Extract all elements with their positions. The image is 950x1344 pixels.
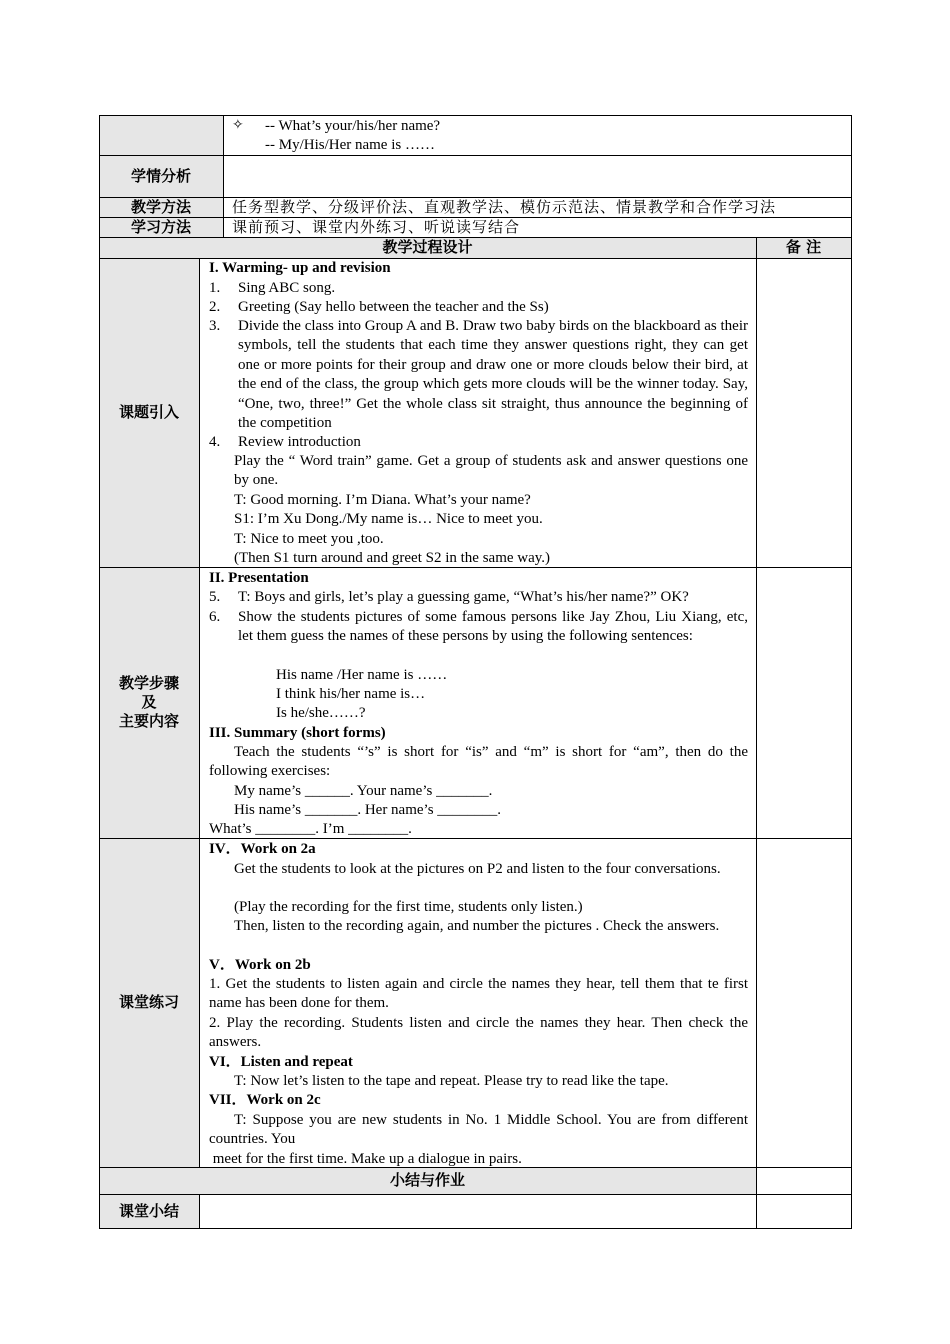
- item-number: 2.: [209, 299, 221, 315]
- rule: [223, 115, 224, 237]
- xuexi-fangfa-label: 学习方法: [130, 217, 191, 236]
- listen-repeat-text: T: Now let’s listen to the tape and repeat. Please try to read like the tape.: [234, 1073, 669, 1089]
- class-summary-label: 课堂小结: [118, 1201, 179, 1220]
- xuexi-fangfa-value: 课前预习、课堂内外练习、听说读写结合: [232, 218, 521, 236]
- dialogue-line: S1: I’m Xu Dong./My name is… Nice to meet you.: [234, 511, 543, 527]
- rule: [199, 258, 200, 1167]
- intro-label: 课题引入: [118, 403, 179, 421]
- sentence-line: I think his/her name is…: [276, 686, 426, 702]
- work-2c-heading: VII．Work on 2c: [209, 1092, 321, 1108]
- work-2a-heading: IV．Work on 2a: [209, 841, 316, 857]
- work-2c-text: T: Suppose you are new students in No. 1 Middle School. You are from different countries. You: [209, 1112, 748, 1148]
- summary-teach: Teach the students “’s” is short for “is” and “m” is short for “am”, then do the following exercises:: [209, 744, 748, 780]
- intro-item-4: Review introduction: [238, 434, 361, 450]
- exercise-line: His name’s _______. Her name’s ________.: [234, 802, 502, 818]
- dialogue-line: T: Good morning. I’m Diana. What’s your name?: [234, 492, 531, 508]
- dialogue-line: T: Nice to meet you ,too.: [234, 531, 384, 547]
- sentence-line: Is he/she……?: [276, 705, 366, 721]
- steps-label-line: 主要内容: [118, 712, 179, 730]
- rule: [199, 1194, 200, 1228]
- rule: [851, 115, 852, 1229]
- presentation-heading: II. Presentation: [209, 570, 309, 586]
- process-design-header: 教学过程设计: [382, 238, 473, 256]
- work-2b-step-1: 1. Get the students to listen again and circle the names they hear, tell them that te first name has been done for them.: [209, 976, 748, 1012]
- jiaoxue-fangfa-label: 教学方法: [130, 197, 191, 216]
- summary-heading: III. Summary (short forms): [209, 725, 386, 741]
- steps-item-5: T: Boys and girls, let’s play a guessing game, “What’s his/her name?” OK?: [238, 589, 689, 605]
- intro-play: Play the “ Word train” game. Get a group of students ask and answer questions one by one.: [234, 453, 748, 489]
- jiaoxue-fangfa-value: 任务型教学、分级评价法、直观教学法、模仿示范法、情景教学和合作学习法: [232, 198, 777, 216]
- work-2c-text-end: meet for the first time. Make up a dialogue in pairs.: [209, 1151, 522, 1167]
- steps-label-line: 及: [141, 693, 157, 711]
- work-2a-note: (Play the recording for the first time, students only listen.): [234, 899, 583, 915]
- work-2b-heading: V．Work on 2b: [209, 957, 311, 973]
- steps-label: [99, 567, 199, 838]
- item-number: 1.: [209, 280, 221, 296]
- work-2a-text: Get the students to look at the pictures on P2 and listen to the four conversations.: [234, 861, 721, 877]
- xueqing-label: 学情分析: [130, 166, 191, 185]
- item-number: 4.: [209, 434, 221, 450]
- exercise-line: What’s ________. I’m ________.: [209, 821, 412, 837]
- item-number: 6.: [209, 609, 221, 625]
- exercise-line: My name’s ______. Your name’s _______.: [234, 783, 493, 799]
- intro-heading: I. Warming- up and revision: [209, 260, 391, 276]
- item-number: 3.: [209, 318, 221, 334]
- rule: [756, 237, 757, 1229]
- work-2b-step-2: 2. Play the recording. Students listen and circle the names they hear. Then check the answers.: [209, 1015, 748, 1051]
- rule: [99, 1228, 852, 1229]
- question-line: -- What’s your/his/her name?: [265, 118, 441, 134]
- practice-label: 课堂练习: [118, 993, 179, 1011]
- dialogue-line: (Then S1 turn around and greet S2 in the same way.): [234, 550, 551, 566]
- steps-label-line: 教学步骤: [118, 674, 179, 692]
- summary-homework-header: 小结与作业: [389, 1171, 465, 1189]
- notes-header: 备 注: [785, 238, 822, 256]
- intro-item-2: Greeting (Say hello between the teacher and the Ss): [238, 299, 549, 315]
- intro-item-1: Sing ABC song.: [238, 280, 336, 296]
- intro-item-3: Divide the class into Group A and B. Draw two baby birds on the blackboard as their symbols, tell the students that each time they answer questions right, they can get one or more points for their group and draw one or more clouds below their bird, at the end of the class, the group which gets more clouds will be the winner today. Say, “One, two, three!” Get the whole class sit straight, thus announce the beginning of the competition: [238, 318, 748, 432]
- diamond-bullet-icon: ✧: [232, 117, 244, 133]
- answer-line: -- My/His/Her name is ……: [265, 137, 435, 153]
- sentence-line: His name /Her name is ……: [276, 667, 448, 683]
- steps-item-6: Show the students pictures of some famous persons like Jay Zhou, Liu Xiang, etc, let them guess the names of these persons by using the following sentences:: [238, 609, 748, 645]
- rule: [99, 115, 852, 116]
- listen-repeat-heading: VI．Listen and repeat: [209, 1054, 353, 1070]
- item-number: 5.: [209, 589, 221, 605]
- top-label-cell: [99, 115, 223, 155]
- work-2a-check: Then, listen to the recording again, and number the pictures . Check the answers.: [234, 918, 720, 934]
- rule: [99, 1194, 852, 1195]
